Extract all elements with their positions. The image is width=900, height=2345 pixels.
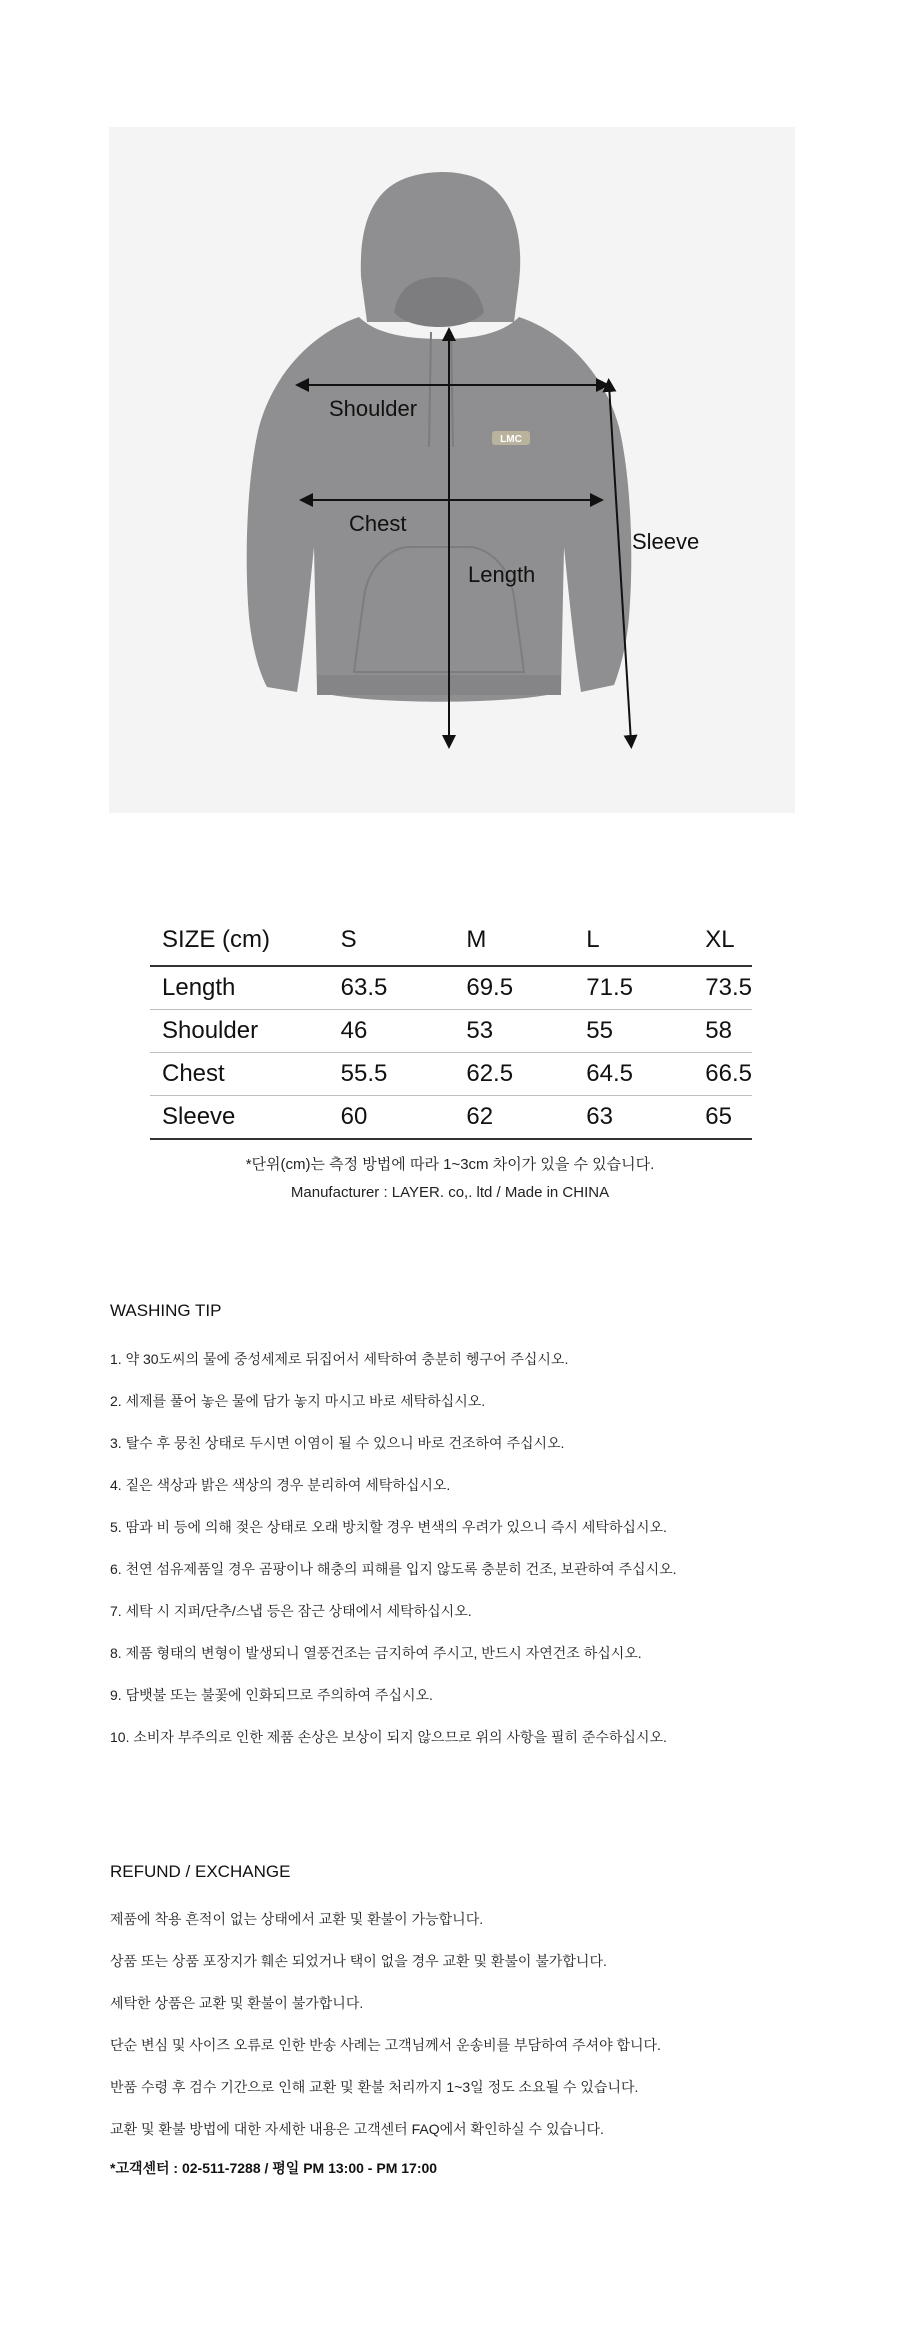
table-cell: 64.5 [574, 1053, 693, 1096]
list-item: 8. 제품 형태의 변형이 발생되니 열풍건조는 금지하여 주시고, 반드시 자연건조 하십시오. [110, 1645, 642, 1661]
table-cell: 53 [454, 1010, 574, 1053]
table-cell: 65 [693, 1096, 752, 1140]
sleeve-label: Sleeve [632, 529, 700, 554]
table-cell: 66.5 [693, 1053, 752, 1096]
chest-label: Chest [349, 511, 407, 536]
table-cell: 73.5 [693, 966, 752, 1010]
table-cell: 58 [693, 1010, 752, 1053]
refund-exchange-list [110, 1910, 661, 2162]
row-label: Sleeve [150, 1096, 329, 1140]
table-cell: 63.5 [329, 966, 455, 1010]
table-cell: 60 [329, 1096, 455, 1140]
waistband [317, 675, 561, 695]
row-label: Length [150, 966, 329, 1010]
customer-center-contact: *고객센터 : 02-511-7288 / 평일 PM 13:00 - PM 17:00 [110, 2160, 438, 2176]
table-cell: 55 [574, 1010, 693, 1053]
table-row [150, 1010, 752, 1053]
list-item: 5. 땀과 비 등에 의해 젖은 상태로 오래 방치할 경우 변색의 우려가 있으니 즉시 세탁하십시오. [110, 1519, 667, 1535]
table-row [150, 966, 752, 1010]
list-item: 제품에 착용 흔적이 없는 상태에서 교환 및 환불이 가능합니다. [110, 1911, 484, 1927]
list-item: 2. 세제를 풀어 놓은 물에 담가 놓지 마시고 바로 세탁하십시오. [110, 1393, 486, 1409]
list-item: 9. 담뱃불 또는 불꽃에 인화되므로 주의하여 주십시오. [110, 1687, 433, 1703]
shoulder-label: Shoulder [329, 396, 418, 421]
list-item: 3. 탈수 후 뭉친 상태로 두시면 이염이 될 수 있으니 바로 건조하여 주십시오. [110, 1435, 565, 1451]
table-cell: 46 [329, 1010, 455, 1053]
table-cell: 62 [454, 1096, 574, 1140]
list-item: 4. 짙은 색상과 밝은 색상의 경우 분리하여 세탁하십시오. [110, 1477, 451, 1493]
washing-tip-list [110, 1350, 677, 1770]
table-cell: 71.5 [574, 966, 693, 1010]
hoodie-body [247, 317, 632, 702]
table-row [150, 1096, 752, 1140]
row-label: Chest [150, 1053, 329, 1096]
product-illustration [109, 127, 795, 813]
header-size-s: S [329, 915, 455, 966]
header-size-m: M [454, 915, 574, 966]
header-size-unit: SIZE (cm) [150, 915, 329, 966]
list-item: 10. 소비자 부주의로 인한 제품 손상은 보상이 되지 않으므로 위의 사항을 필히 준수하십시오. [110, 1729, 667, 1745]
list-item: 7. 세탁 시 지퍼/단추/스냅 등은 잠근 상태에서 세탁하십시오. [110, 1603, 472, 1619]
size-chart-table [150, 915, 752, 1140]
list-item: 상품 또는 상품 포장지가 훼손 되었거나 택이 없을 경우 교환 및 환불이 불가합니다. [110, 1953, 607, 1969]
hoodie-measurement-diagram [109, 127, 795, 813]
list-item: 1. 약 30도씨의 물에 중성세제로 뒤집어서 세탁하여 충분히 헹구어 주십시오. [110, 1351, 569, 1367]
list-item: 반품 수령 후 검수 기간으로 인해 교환 및 환불 처리까지 1~3일 정도 소요될 수 있습니다. [110, 2079, 639, 2095]
header-size-xl: XL [693, 915, 752, 966]
list-item: 단순 변심 및 사이즈 오류로 인한 반송 사례는 고객님께서 운송비를 부담하여 주셔야 합니다. [110, 2037, 661, 2053]
length-label: Length [468, 562, 536, 587]
unit-note: *단위(cm)는 측정 방법에 따라 1~3cm 차이가 있을 수 있습니다. [245, 1156, 655, 1173]
list-item: 세탁한 상품은 교환 및 환불이 불가합니다. [110, 1995, 364, 2011]
header-size-l: L [574, 915, 693, 966]
size-table-header-row [150, 915, 752, 966]
washing-tip-title: WASHING TIP [110, 1301, 222, 1320]
table-row [150, 1053, 752, 1096]
manufacturer-note: Manufacturer : LAYER. co,. ltd / Made in CHINA [290, 1184, 610, 1201]
refund-exchange-title: REFUND / EXCHANGE [110, 1862, 291, 1881]
table-cell: 69.5 [454, 966, 574, 1010]
list-item: 6. 천연 섬유제품일 경우 곰팡이나 해충의 피해를 입지 않도록 충분히 건조, 보관하여 주십시오. [110, 1561, 677, 1577]
chest-logo: LMC [500, 434, 522, 445]
list-item: 교환 및 환불 방법에 대한 자세한 내용은 고객센터 FAQ에서 확인하실 수 있습니다. [110, 2121, 604, 2137]
table-cell: 63 [574, 1096, 693, 1140]
table-cell: 55.5 [329, 1053, 455, 1096]
row-label: Shoulder [150, 1010, 329, 1053]
table-cell: 62.5 [454, 1053, 574, 1096]
